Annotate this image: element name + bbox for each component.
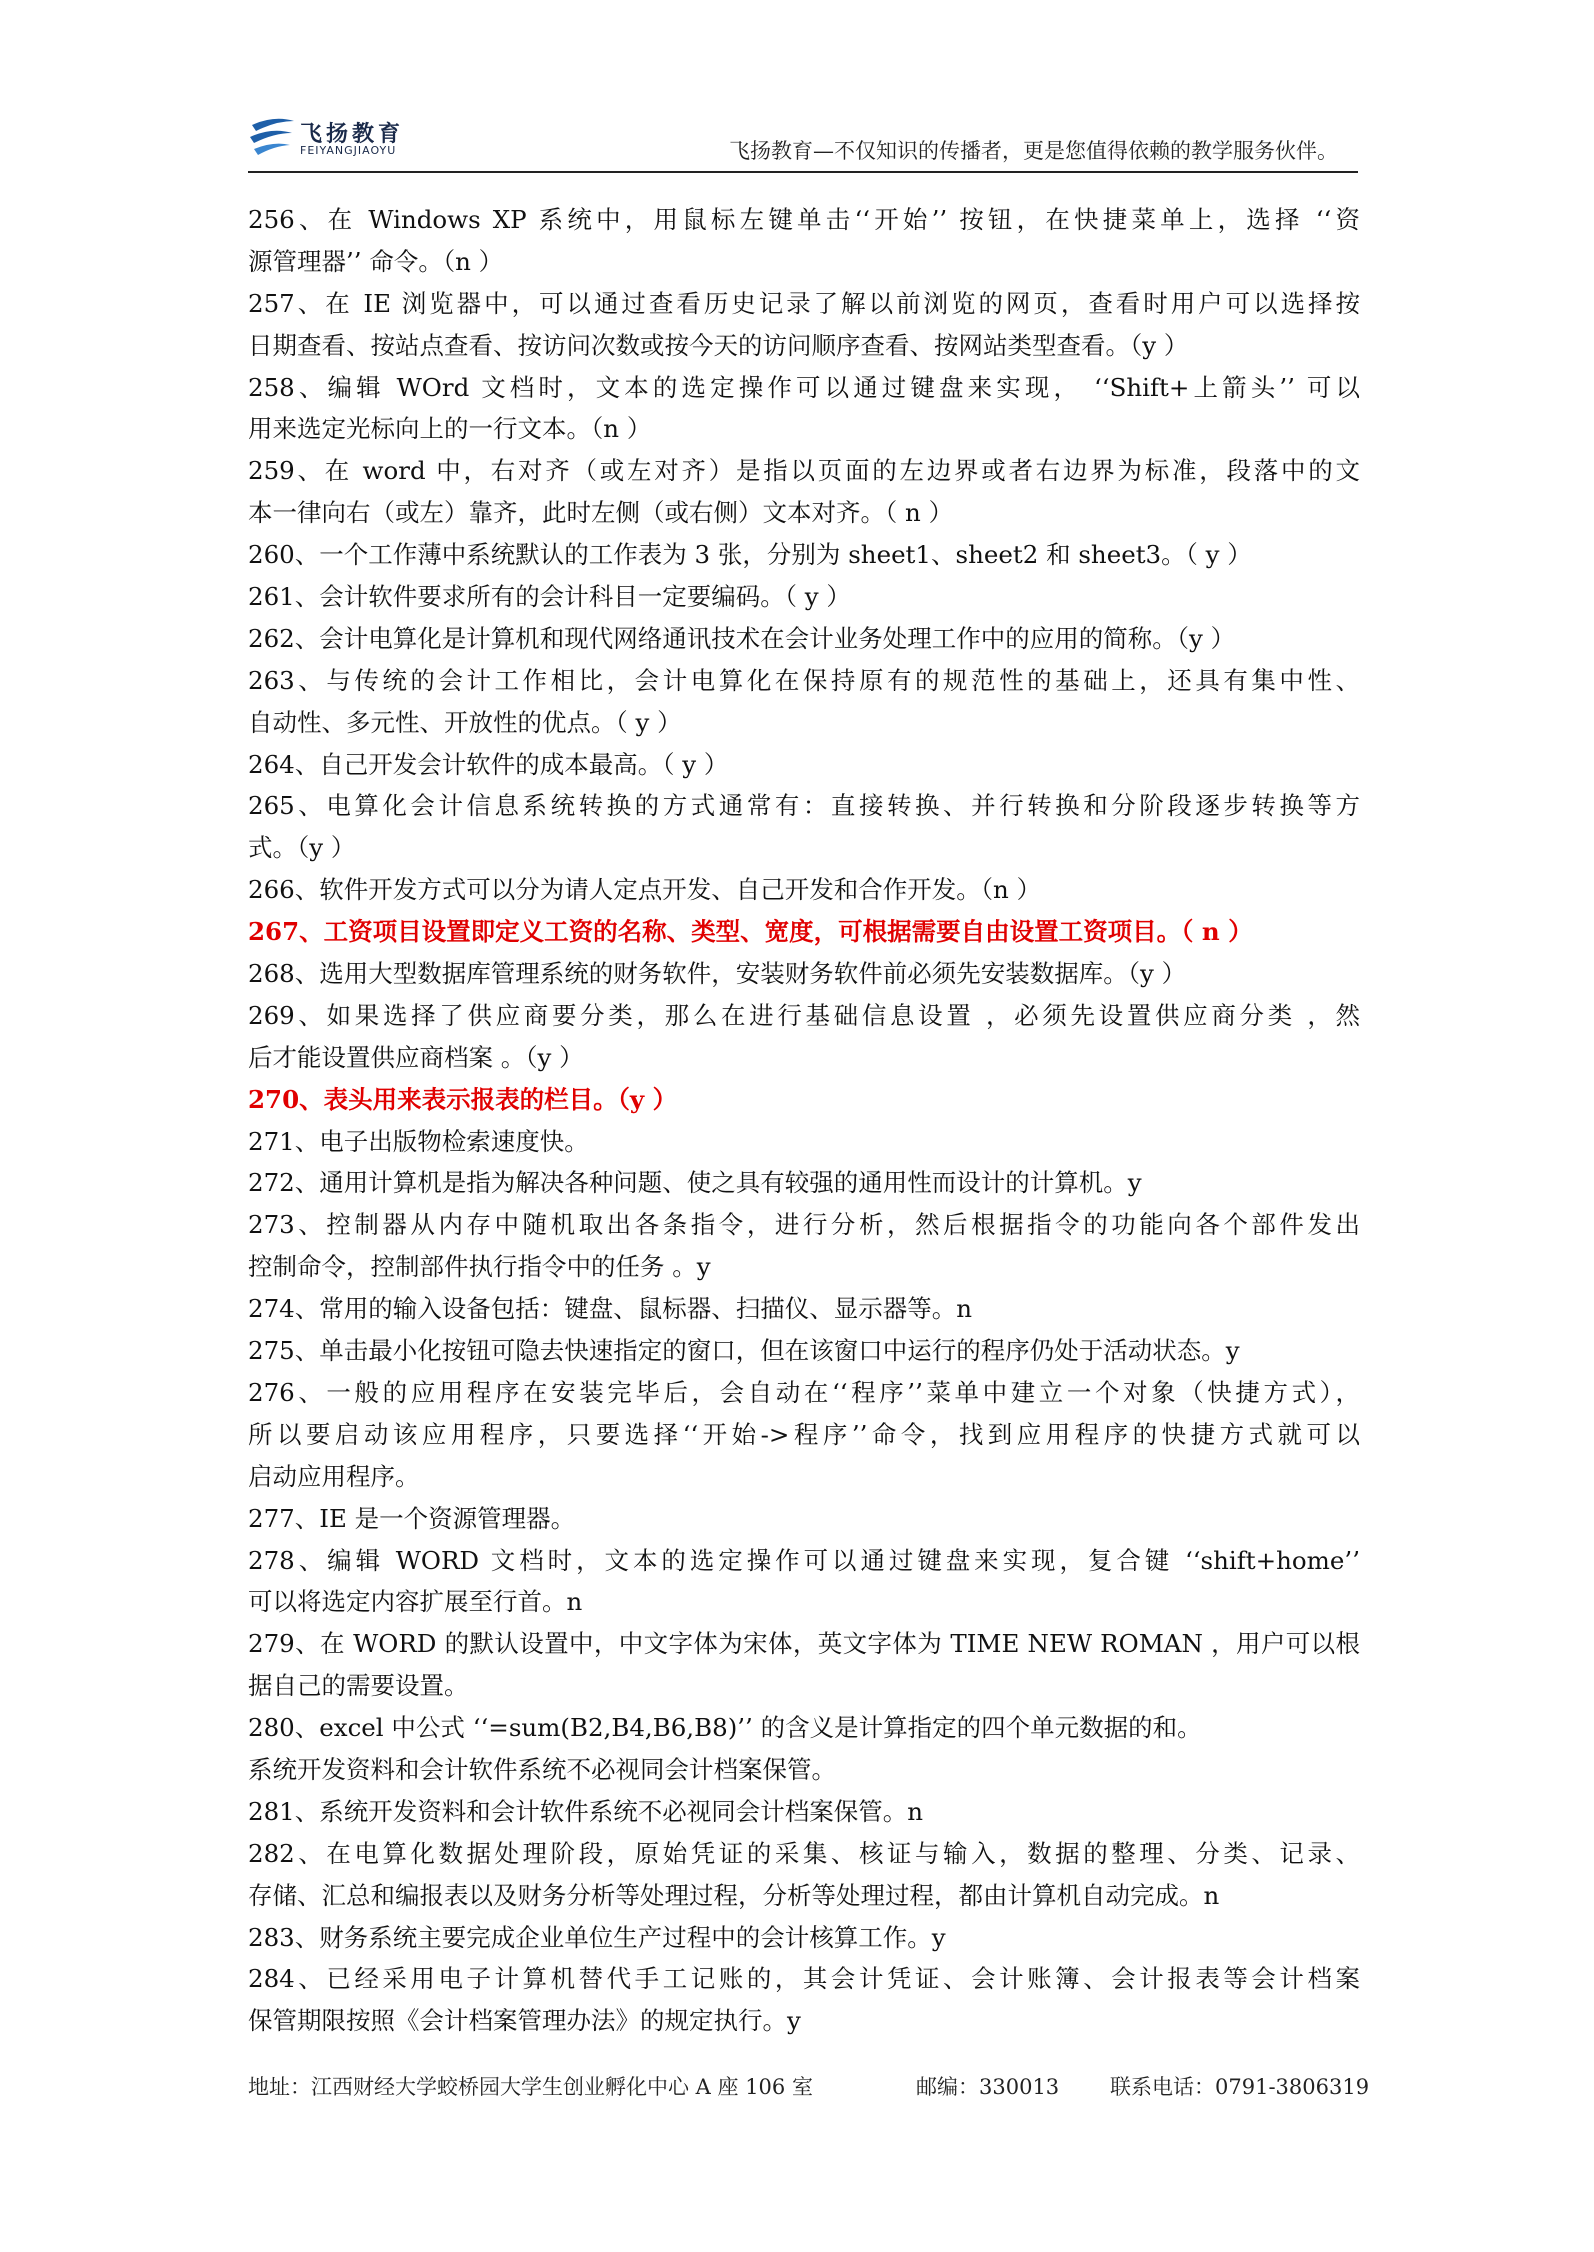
- page-footer: [248, 2071, 1370, 2101]
- text-line: 可以将选定内容扩展至行首。n: [248, 1587, 583, 1617]
- footer-zip: 邮编：330013: [916, 2075, 1060, 2099]
- text-line: 所以要启动该应用程序，只要选择‘‘开始->程序’’命令，找到应用程序的快捷方式就可以: [248, 1419, 1360, 1449]
- logo-text-en: FEIYANGJIAOYU: [300, 144, 397, 157]
- text-line: 277、IE 是一个资源管理器。: [248, 1503, 576, 1533]
- text-line: 266、软件开发方式可以分为请人定点开发、自己开发和合作开发。（n ）: [248, 875, 1042, 905]
- text-line: 280、excel 中公式 ‘‘=sum(B2,B4,B6,B8)’’ 的含义是计算指定的四个单元数据的和。: [248, 1713, 1202, 1743]
- text-line: 系统开发资料和会计软件系统不必视同会计档案保管。: [248, 1754, 836, 1784]
- text-line: 275、单击最小化按钮可隐去快速指定的窗口，但在该窗口中运行的程序仍处于活动状态。y: [248, 1336, 1240, 1366]
- text-line: 264、自己开发会计软件的成本最高。（ y ）: [248, 749, 729, 779]
- text-line: 269、如果选择了供应商要分类，那么在进行基础信息设置 ，必须先设置供应商分类 ，然: [248, 1000, 1360, 1030]
- text-line: 284、已经采用电子计算机替代手工记账的，其会计凭证、会计账簿、会计报表等会计档案: [248, 1964, 1360, 1994]
- text-line: 控制命令，控制部件执行指令中的任务 。y: [248, 1252, 711, 1282]
- text-line: 日期查看、按站点查看、按访问次数或按今天的访问顺序查看、按网站类型查看。（y ）: [248, 330, 1189, 360]
- text-line: 274、常用的输入设备包括：键盘、鼠标器、扫描仪、显示器等。n: [248, 1294, 973, 1324]
- text-line: 271、电子出版物检索速度快。: [248, 1126, 589, 1156]
- document-body: [248, 199, 1360, 2042]
- text-line: 256、在 Windows XP 系统中，用鼠标左键单击‘‘开始’’ 按钮，在快捷菜单上，选择 ‘‘资: [248, 205, 1360, 234]
- text-line: 272、通用计算机是指为解决各种问题、使之具有较强的通用性而设计的计算机。y: [248, 1168, 1142, 1198]
- text-line: 257、在 IE 浏览器中，可以通过查看历史记录了解以前浏览的网页，查看时用户可以选择按: [248, 288, 1360, 318]
- text-line: 281、系统开发资料和会计软件系统不必视同会计档案保管。n: [248, 1796, 924, 1826]
- text-line: 本一律向右（或左）靠齐，此时左侧（或右侧）文本对齐。（ n ）: [248, 498, 954, 528]
- text-line: 283、财务系统主要完成企业单位生产过程中的会计核算工作。y: [248, 1922, 946, 1952]
- logo: [248, 113, 448, 163]
- highlighted-text-line: 270、表头用来表示报表的栏目。（y ）: [248, 1084, 678, 1114]
- text-line: 263、与传统的会计工作相比，会计电算化在保持原有的规范性的基础上，还具有集中性、: [248, 665, 1360, 695]
- footer-phone: 联系电话：0791-3806319: [1110, 2075, 1370, 2099]
- text-line: 279、在 WORD 的默认设置中，中文字体为宋体，英文字体为 TIME NEW ROMAN ，用户可以根: [248, 1629, 1360, 1659]
- text-line: 260、一个工作薄中系统默认的工作表为 3 张，分别为 sheet1、sheet2 和 sheet3。（ y ）: [248, 540, 1252, 570]
- text-line: 258、编辑 WOrd 文档时，文本的选定操作可以通过键盘来实现， ‘‘Shift+上箭头’’ 可以: [248, 372, 1360, 402]
- text-line: 273、控制器从内存中随机取出各条指令，进行分析，然后根据指令的功能向各个部件发出: [248, 1210, 1360, 1240]
- text-line: 保管期限按照《会计档案管理办法》的规定执行。y: [248, 2006, 801, 2036]
- footer-address: 地址：江西财经大学蛟桥园大学生创业孵化中心 A 座 106 室: [248, 2075, 813, 2099]
- logo-text-cn: 飞扬教育: [300, 122, 405, 147]
- text-line: 276、一般的应用程序在安装完毕后，会自动在‘‘程序’’菜单中建立一个对象（快捷方式），: [248, 1377, 1360, 1407]
- text-line: 式。（y ）: [248, 833, 356, 863]
- text-line: 源管理器’’ 命令。（n ）: [248, 246, 504, 276]
- text-line: 自动性、多元性、开放性的优点。（ y ）: [248, 707, 682, 737]
- text-line: 后才能设置供应商档案 。（y ）: [248, 1042, 584, 1072]
- text-line: 262、会计电算化是计算机和现代网络通讯技术在会计业务处理工作中的应用的简称。（y ）: [248, 623, 1236, 653]
- text-line: 启动应用程序。: [248, 1461, 420, 1491]
- text-line: 261、会计软件要求所有的会计科目一定要编码。（ y ）: [248, 582, 851, 612]
- highlighted-text-line: 267、工资项目设置即定义工资的名称、类型、宽度，可根据需要自由设置工资项目。（ n ）: [248, 917, 1253, 947]
- header-slogan: 飞扬教育—不仅知识的传播者，更是您值得依赖的教学服务伙伴。: [729, 139, 1338, 163]
- page-header: [248, 105, 1358, 173]
- text-line: 用来选定光标向上的一行文本。（n ）: [248, 414, 652, 444]
- text-line: 存储、汇总和编报表以及财务分析等处理过程，分析等处理过程，都由计算机自动完成。n: [248, 1880, 1220, 1910]
- text-line: 265、电算化会计信息系统转换的方式通常有：直接转换、并行转换和分阶段逐步转换等方: [248, 791, 1360, 821]
- text-line: 259、在 word 中，右对齐（或左对齐）是指以页面的左边界或者右边界为标准，段落中的文: [248, 456, 1360, 486]
- text-line: 268、选用大型数据库管理系统的财务软件，安装财务软件前必须先安装数据库。（y ）: [248, 959, 1187, 989]
- logo-swoosh-icon: [248, 113, 298, 159]
- text-line: 278、编辑 WORD 文档时，文本的选定操作可以通过键盘来实现，复合键 ‘‘shift+home’’: [248, 1545, 1360, 1575]
- text-line: 282、在电算化数据处理阶段，原始凭证的采集、核证与输入，数据的整理、分类、记录、: [248, 1838, 1360, 1868]
- text-line: 据自己的需要设置。: [248, 1671, 469, 1701]
